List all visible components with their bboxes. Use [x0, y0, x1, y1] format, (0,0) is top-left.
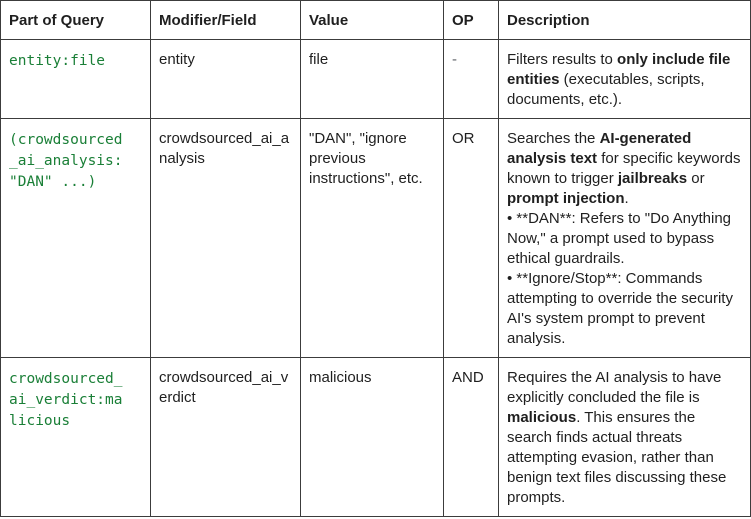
field-cell: entity — [151, 40, 301, 119]
header-op: OP — [444, 1, 499, 40]
query-part-cell: (crowdsourced _ai_analysis: "DAN" ...) — [1, 119, 151, 358]
description-cell: Searches the AI-generated analysis text for specific keywords known to trigger jailbreaks or prompt injection. • **DAN**: Refers to "Do Anything Now," a prompt used to bypass ethical guardrails. • **Ignore/Stop**: Commands attempting to override the security AI's system prompt to prevent analysis. — [499, 119, 751, 358]
field-cell: crowdsourced_ai_verdict — [151, 358, 301, 517]
query-part-text: entity:file — [9, 53, 106, 69]
op-cell: - — [444, 40, 499, 119]
table-row — [1, 358, 751, 517]
header-description: Description — [499, 1, 751, 40]
query-part-cell — [1, 40, 151, 119]
table-row — [1, 119, 751, 358]
field-cell: crowdsourced_ai_analysis — [151, 119, 301, 358]
description-cell: Requires the AI analysis to have explicitly concluded the file is malicious. This ensures the search finds actual threats attempting evasion, rather than benign text files discussing these prompts. — [499, 358, 751, 517]
query-part-cell: crowdsourced_ ai_verdict:ma licious — [1, 358, 151, 517]
header-modifier-field: Modifier/Field — [151, 1, 301, 40]
op-cell: OR — [444, 119, 499, 358]
table-header-row — [1, 1, 751, 40]
header-value: Value — [301, 1, 444, 40]
description-cell: Filters results to only include file entities (executables, scripts, documents, etc.). — [499, 40, 751, 119]
table-row — [1, 40, 751, 119]
header-part-of-query: Part of Query — [1, 1, 151, 40]
value-cell: malicious — [301, 358, 444, 517]
op-cell: AND — [444, 358, 499, 517]
bullet-dan: • **DAN**: Refers to "Do Anything Now," a prompt used to bypass ethical guardrails. — [507, 210, 732, 267]
bullet-ignore-stop: • **Ignore/Stop**: Commands attempting to override the security AI's system prompt to prevent analysis. — [507, 270, 733, 347]
value-cell: "DAN", "ignore previous instructions", etc. — [301, 119, 444, 358]
value-cell: file — [301, 40, 444, 119]
